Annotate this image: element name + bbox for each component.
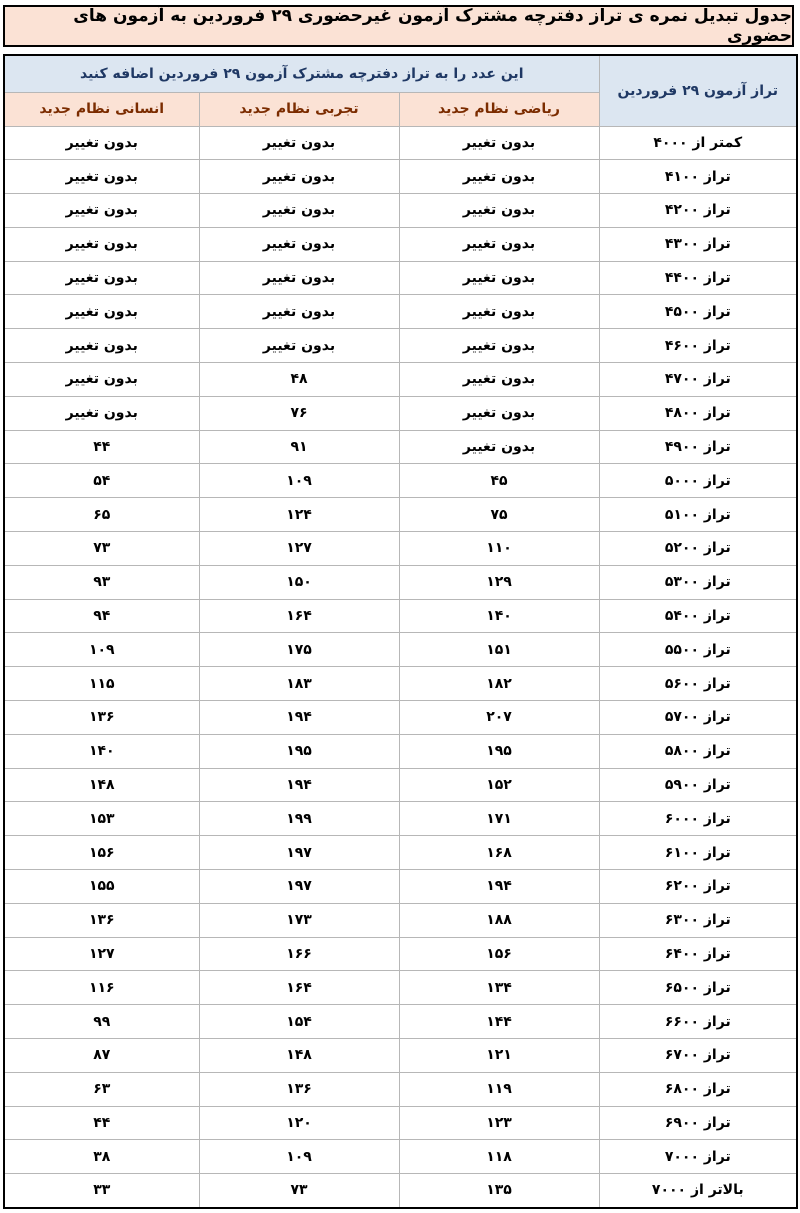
- cell-tajrobi: ۱۹۵: [199, 734, 399, 768]
- cell-ensani: ۵۴: [4, 464, 199, 498]
- cell-tajrobi: بدون تغییر: [199, 227, 399, 261]
- cell-riazi: بدون تغییر: [399, 329, 599, 363]
- cell-tajrobi: ۱۵۴: [199, 1005, 399, 1039]
- cell-base: تراز ۵۳۰۰: [599, 565, 797, 599]
- table-row: [4, 1072, 797, 1106]
- cell-base: تراز ۶۶۰۰: [599, 1005, 797, 1039]
- table-row: [4, 261, 797, 295]
- cell-base: تراز ۴۶۰۰: [599, 329, 797, 363]
- cell-tajrobi: ۱۶۶: [199, 937, 399, 971]
- cell-riazi: بدون تغییر: [399, 396, 599, 430]
- cell-riazi: ۱۴۴: [399, 1005, 599, 1039]
- cell-riazi: ۱۸۲: [399, 667, 599, 701]
- cell-ensani: بدون تغییر: [4, 363, 199, 397]
- cell-riazi: ۴۵: [399, 464, 599, 498]
- cell-base: تراز ۵۴۰۰: [599, 599, 797, 633]
- cell-riazi: ۱۲۹: [399, 565, 599, 599]
- table-row: [4, 227, 797, 261]
- table-row: [4, 836, 797, 870]
- cell-riazi: ۱۳۴: [399, 971, 599, 1005]
- cell-base: تراز ۶۰۰۰: [599, 802, 797, 836]
- table-row: [4, 1140, 797, 1174]
- cell-tajrobi: ۱۸۳: [199, 667, 399, 701]
- cell-tajrobi: بدون تغییر: [199, 295, 399, 329]
- cell-ensani: بدون تغییر: [4, 194, 199, 228]
- table-row: [4, 971, 797, 1005]
- table-row: [4, 194, 797, 228]
- cell-riazi: ۱۹۴: [399, 870, 599, 904]
- cell-tajrobi: ۱۴۸: [199, 1039, 399, 1073]
- cell-ensani: ۸۷: [4, 1039, 199, 1073]
- cell-riazi: ۲۰۷: [399, 701, 599, 735]
- cell-base: تراز ۵۲۰۰: [599, 532, 797, 566]
- table-row: [4, 701, 797, 735]
- cell-tajrobi: ۱۲۴: [199, 498, 399, 532]
- cell-tajrobi: ۱۷۳: [199, 903, 399, 937]
- cell-ensani: ۹۴: [4, 599, 199, 633]
- cell-base: تراز ۵۸۰۰: [599, 734, 797, 768]
- cell-ensani: ۱۳۶: [4, 701, 199, 735]
- header-base-column: تراز آزمون ۲۹ فروردین: [599, 55, 797, 126]
- table-row: [4, 498, 797, 532]
- cell-tajrobi: ۷۳: [199, 1174, 399, 1208]
- cell-tajrobi: بدون تغییر: [199, 160, 399, 194]
- cell-base: تراز ۵۵۰۰: [599, 633, 797, 667]
- cell-ensani: ۴۴: [4, 1106, 199, 1140]
- cell-base: تراز ۶۵۰۰: [599, 971, 797, 1005]
- cell-base: تراز ۵۷۰۰: [599, 701, 797, 735]
- cell-tajrobi: ۱۵۰: [199, 565, 399, 599]
- table-row: [4, 802, 797, 836]
- cell-ensani: بدون تغییر: [4, 261, 199, 295]
- cell-tajrobi: ۱۶۴: [199, 599, 399, 633]
- table-row: [4, 329, 797, 363]
- cell-ensani: ۱۴۸: [4, 768, 199, 802]
- cell-riazi: ۱۵۲: [399, 768, 599, 802]
- cell-ensani: ۱۲۷: [4, 937, 199, 971]
- cell-base: تراز ۴۸۰۰: [599, 396, 797, 430]
- cell-riazi: بدون تغییر: [399, 160, 599, 194]
- cell-base: تراز ۴۹۰۰: [599, 430, 797, 464]
- cell-tajrobi: ۱۳۶: [199, 1072, 399, 1106]
- cell-ensani: ۱۱۶: [4, 971, 199, 1005]
- cell-base: تراز ۴۵۰۰: [599, 295, 797, 329]
- cell-tajrobi: ۷۶: [199, 396, 399, 430]
- cell-base: تراز ۶۷۰۰: [599, 1039, 797, 1073]
- cell-base: تراز ۷۰۰۰: [599, 1140, 797, 1174]
- cell-base: تراز ۶۹۰۰: [599, 1106, 797, 1140]
- cell-riazi: ۱۱۹: [399, 1072, 599, 1106]
- cell-ensani: بدون تغییر: [4, 160, 199, 194]
- cell-base: بالاتر از ۷۰۰۰: [599, 1174, 797, 1208]
- cell-riazi: ۱۷۱: [399, 802, 599, 836]
- table-row: [4, 295, 797, 329]
- cell-base: کمتر از ۴۰۰۰: [599, 126, 797, 160]
- cell-riazi: بدون تغییر: [399, 261, 599, 295]
- cell-tajrobi: ۱۹۴: [199, 768, 399, 802]
- cell-tajrobi: ۱۹۷: [199, 836, 399, 870]
- cell-riazi: بدون تغییر: [399, 430, 599, 464]
- cell-ensani: ۹۳: [4, 565, 199, 599]
- cell-base: تراز ۶۲۰۰: [599, 870, 797, 904]
- cell-ensani: بدون تغییر: [4, 396, 199, 430]
- cell-base: تراز ۶۳۰۰: [599, 903, 797, 937]
- cell-base: تراز ۶۱۰۰: [599, 836, 797, 870]
- cell-tajrobi: ۱۶۴: [199, 971, 399, 1005]
- cell-tajrobi: بدون تغییر: [199, 329, 399, 363]
- cell-riazi: ۱۹۵: [399, 734, 599, 768]
- cell-riazi: بدون تغییر: [399, 295, 599, 329]
- cell-base: تراز ۴۲۰۰: [599, 194, 797, 228]
- cell-base: تراز ۴۴۰۰: [599, 261, 797, 295]
- cell-ensani: ۱۰۹: [4, 633, 199, 667]
- table-row: [4, 160, 797, 194]
- cell-riazi: ۱۲۳: [399, 1106, 599, 1140]
- cell-riazi: ۱۱۰: [399, 532, 599, 566]
- cell-tajrobi: بدون تغییر: [199, 126, 399, 160]
- cell-ensani: ۹۹: [4, 1005, 199, 1039]
- cell-riazi: ۱۵۱: [399, 633, 599, 667]
- cell-tajrobi: ۱۹۴: [199, 701, 399, 735]
- header-ensani: انسانی نظام جدید: [4, 92, 199, 126]
- cell-tajrobi: بدون تغییر: [199, 261, 399, 295]
- cell-riazi: بدون تغییر: [399, 194, 599, 228]
- table-body: [4, 126, 797, 1208]
- cell-tajrobi: ۱۰۹: [199, 464, 399, 498]
- table-row: [4, 126, 797, 160]
- cell-base: تراز ۶۴۰۰: [599, 937, 797, 971]
- table-row: [4, 1005, 797, 1039]
- cell-riazi: ۱۶۸: [399, 836, 599, 870]
- cell-base: تراز ۴۳۰۰: [599, 227, 797, 261]
- table-row: [4, 464, 797, 498]
- table-row: [4, 1106, 797, 1140]
- cell-riazi: ۱۸۸: [399, 903, 599, 937]
- table-row: [4, 633, 797, 667]
- cell-tajrobi: ۱۲۷: [199, 532, 399, 566]
- table-row: [4, 396, 797, 430]
- cell-base: تراز ۴۱۰۰: [599, 160, 797, 194]
- table-row: [4, 870, 797, 904]
- cell-ensani: ۳۳: [4, 1174, 199, 1208]
- cell-tajrobi: ۱۷۵: [199, 633, 399, 667]
- cell-tajrobi: ۴۸: [199, 363, 399, 397]
- table-row: [4, 1174, 797, 1208]
- cell-ensani: ۶۵: [4, 498, 199, 532]
- cell-ensani: بدون تغییر: [4, 329, 199, 363]
- cell-riazi: بدون تغییر: [399, 363, 599, 397]
- cell-ensani: ۱۵۵: [4, 870, 199, 904]
- cell-ensani: ۷۳: [4, 532, 199, 566]
- cell-ensani: بدون تغییر: [4, 295, 199, 329]
- cell-base: تراز ۵۶۰۰: [599, 667, 797, 701]
- cell-tajrobi: بدون تغییر: [199, 194, 399, 228]
- page-title: جدول تبدیل نمره ی تراز دفترچه مشترک آزمون غیرحضوری ۲۹ فروردین به آزمون های حضوری: [3, 5, 794, 47]
- cell-base: تراز ۴۷۰۰: [599, 363, 797, 397]
- table-row: [4, 532, 797, 566]
- table-row: [4, 363, 797, 397]
- header-group: این عدد را به تراز دفترچه مشترک آزمون ۲۹ فروردین اضافه کنید: [4, 55, 599, 92]
- cell-tajrobi: ۹۱: [199, 430, 399, 464]
- cell-ensani: ۱۵۳: [4, 802, 199, 836]
- cell-base: تراز ۵۱۰۰: [599, 498, 797, 532]
- cell-ensani: ۴۴: [4, 430, 199, 464]
- header-riazi: ریاضی نظام جدید: [399, 92, 599, 126]
- cell-ensani: ۱۱۵: [4, 667, 199, 701]
- conversion-table: [3, 54, 798, 1209]
- cell-base: تراز ۶۸۰۰: [599, 1072, 797, 1106]
- table-row: [4, 565, 797, 599]
- cell-riazi: بدون تغییر: [399, 126, 599, 160]
- cell-tajrobi: ۱۰۹: [199, 1140, 399, 1174]
- cell-riazi: ۱۲۱: [399, 1039, 599, 1073]
- cell-riazi: ۱۱۸: [399, 1140, 599, 1174]
- table-row: [4, 937, 797, 971]
- cell-tajrobi: ۱۹۷: [199, 870, 399, 904]
- cell-riazi: ۷۵: [399, 498, 599, 532]
- cell-riazi: ۱۴۰: [399, 599, 599, 633]
- cell-base: تراز ۵۰۰۰: [599, 464, 797, 498]
- cell-ensani: بدون تغییر: [4, 227, 199, 261]
- cell-ensani: ۶۳: [4, 1072, 199, 1106]
- cell-ensani: ۳۸: [4, 1140, 199, 1174]
- header-tajrobi: تجربی نظام جدید: [199, 92, 399, 126]
- table-row: [4, 734, 797, 768]
- cell-ensani: ۱۵۶: [4, 836, 199, 870]
- cell-riazi: ۱۵۶: [399, 937, 599, 971]
- table-row: [4, 768, 797, 802]
- table-row: [4, 1039, 797, 1073]
- cell-tajrobi: ۱۹۹: [199, 802, 399, 836]
- cell-riazi: بدون تغییر: [399, 227, 599, 261]
- table-row: [4, 667, 797, 701]
- table-row: [4, 430, 797, 464]
- cell-ensani: بدون تغییر: [4, 126, 199, 160]
- cell-base: تراز ۵۹۰۰: [599, 768, 797, 802]
- cell-ensani: ۱۳۶: [4, 903, 199, 937]
- cell-riazi: ۱۳۵: [399, 1174, 599, 1208]
- table-row: [4, 903, 797, 937]
- cell-ensani: ۱۴۰: [4, 734, 199, 768]
- table-row: [4, 599, 797, 633]
- cell-tajrobi: ۱۲۰: [199, 1106, 399, 1140]
